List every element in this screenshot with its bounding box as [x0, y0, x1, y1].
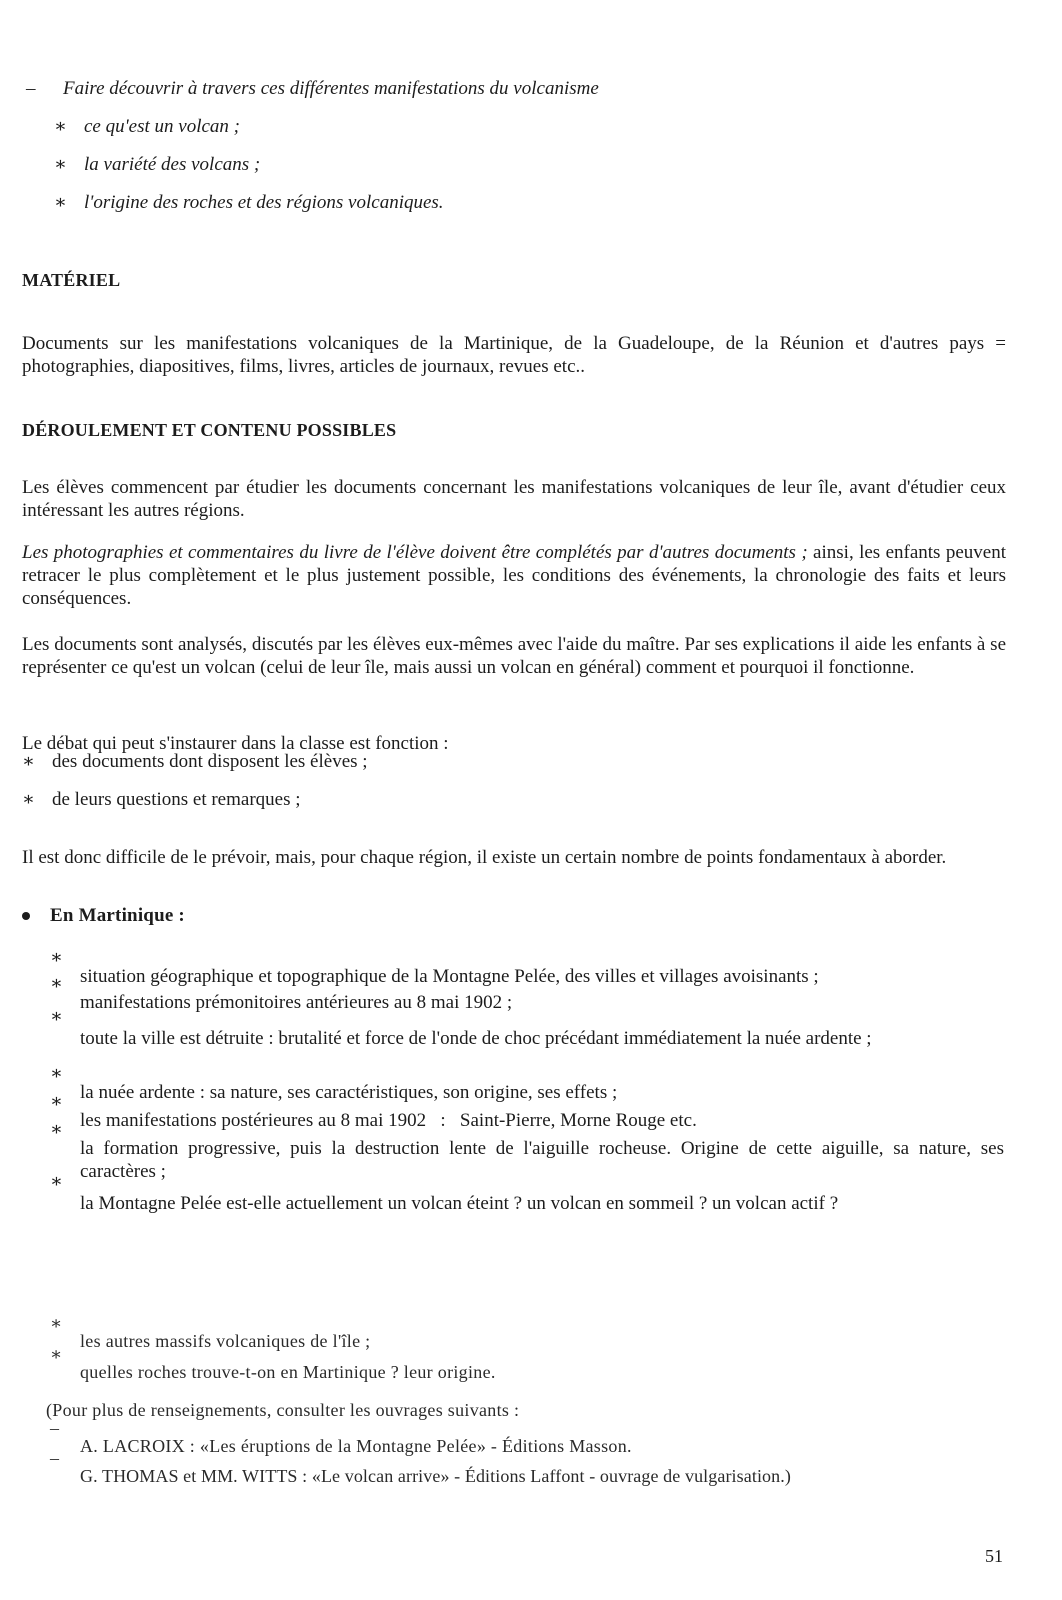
debate-item: [22, 750, 368, 773]
debate-text: des documents dont disposent les élèves ;: [52, 751, 368, 772]
deroulement-paragraph-5: Il est donc difficile de le prévoir, mais, pour chaque région, il existe un certain nombre de points fondamentaux à aborder.: [22, 847, 947, 868]
star-marker: ∗: [54, 192, 67, 213]
objectives-intro: Faire découvrir à travers ces différentes manifestations du volcanisme: [63, 78, 599, 99]
objective-text: l'origine des roches et des régions volcaniques.: [84, 192, 444, 213]
star-marker: ∗: [50, 1063, 63, 1084]
star-marker: ∗: [50, 1344, 63, 1364]
deroulement-paragraph-4: Le débat qui peut s'instaurer dans la classe est fonction :: [22, 733, 449, 754]
bullet-dot-icon: [22, 912, 30, 920]
materiel-text: Documents sur les manifestations volcaniques de la Martinique, de la Guadeloupe, de la Réunion et d'autres pays = photographies, diapositives, films, livres, articles de journaux, revues etc..: [22, 333, 1006, 378]
deroulement-paragraph-3: Les documents sont analysés, discutés par les élèves eux-mêmes avec l'aide du maître. Par ses explications il aide les enfants à se représenter ce qu'est un volcan (celui de leur île, mais aussi un volcan en général) comment et pourquoi il fonctionne.: [22, 634, 1006, 679]
deroulement-paragraph-2: [22, 541, 1006, 611]
reference-item: G. THOMAS et MM. WITTS : «Le volcan arrive» - Éditions Laffont - ouvrage de vulgarisation.): [80, 1466, 791, 1486]
debate-text: de leurs questions et remarques ;: [52, 789, 301, 810]
star-marker: ∗: [54, 154, 67, 175]
objective-item: [54, 153, 260, 176]
star-marker: ∗: [22, 751, 35, 772]
paragraph-2-italic: Les photographies et commentaires du livre de l'élève doivent être complétés par d'autres documents ;: [22, 542, 808, 563]
star-marker: ∗: [50, 1006, 63, 1027]
dash-marker: –: [50, 1418, 60, 1438]
star-marker: ∗: [50, 947, 63, 968]
martinique-item: la formation progressive, puis la destruction lente de l'aiguille rocheuse. Origine de cette aiguille, sa nature, ses caractères ;: [80, 1138, 1004, 1183]
paragraph-2-rest: ainsi, les enfants peuvent retracer le plus complètement et le plus justement possible, les conditions des événements, la chronologie des faits et leurs conséquences.: [22, 542, 1006, 610]
materiel-heading: MATÉRIEL: [22, 270, 121, 290]
star-marker: ∗: [50, 973, 63, 994]
objective-text: ce qu'est un volcan ;: [84, 116, 241, 137]
star-marker: ∗: [50, 1313, 63, 1333]
objective-text: la variété des volcans ;: [84, 154, 261, 175]
reference-item: A. LACROIX : «Les éruptions de la Montagne Pelée» - Éditions Masson.: [80, 1436, 632, 1456]
star-marker: ∗: [22, 789, 35, 810]
objective-item: [54, 191, 444, 214]
martinique-item: toute la ville est détruite : brutalité et force de l'onde de choc précédant immédiatement la nuée ardente ;: [80, 1028, 872, 1049]
star-marker: ∗: [50, 1171, 63, 1192]
objectives-intro-line: [26, 77, 599, 100]
martinique-extra-item: quelles roches trouve-t-on en Martinique ? leur origine.: [80, 1362, 496, 1382]
martinique-heading: En Martinique :: [50, 905, 185, 926]
martinique-item: la Montagne Pelée est-elle actuellement un volcan éteint ? un volcan en sommeil ? un volcan actif ?: [80, 1193, 839, 1214]
martinique-item: la nuée ardente : sa nature, ses caractéristiques, son origine, ses effets ;: [80, 1082, 618, 1103]
page-number: 51: [985, 1546, 1003, 1566]
objective-item: [54, 115, 240, 138]
deroulement-paragraph-1: Les élèves commencent par étudier les documents concernant les manifestations volcaniques de leur île, avant d'étudier ceux intéressant les autres régions.: [22, 477, 1006, 522]
martinique-extra-item: les autres massifs volcaniques de l'île ;: [80, 1331, 371, 1351]
star-marker: ∗: [54, 116, 67, 137]
martinique-item: les manifestations postérieures au 8 mai 1902 : Saint-Pierre, Morne Rouge etc.: [80, 1110, 697, 1131]
references-intro: (Pour plus de renseignements, consulter les ouvrages suivants :: [46, 1400, 520, 1420]
dash-marker: –: [26, 78, 36, 99]
star-marker: ∗: [50, 1091, 63, 1112]
debate-item: [22, 788, 301, 811]
deroulement-heading: DÉROULEMENT ET CONTENU POSSIBLES: [22, 420, 397, 440]
martinique-item: situation géographique et topographique de la Montagne Pelée, des villes et villages avoisinants ;: [80, 966, 819, 987]
dash-marker: –: [50, 1448, 60, 1468]
martinique-item: manifestations prémonitoires antérieures au 8 mai 1902 ;: [80, 992, 513, 1013]
star-marker: ∗: [50, 1119, 63, 1140]
